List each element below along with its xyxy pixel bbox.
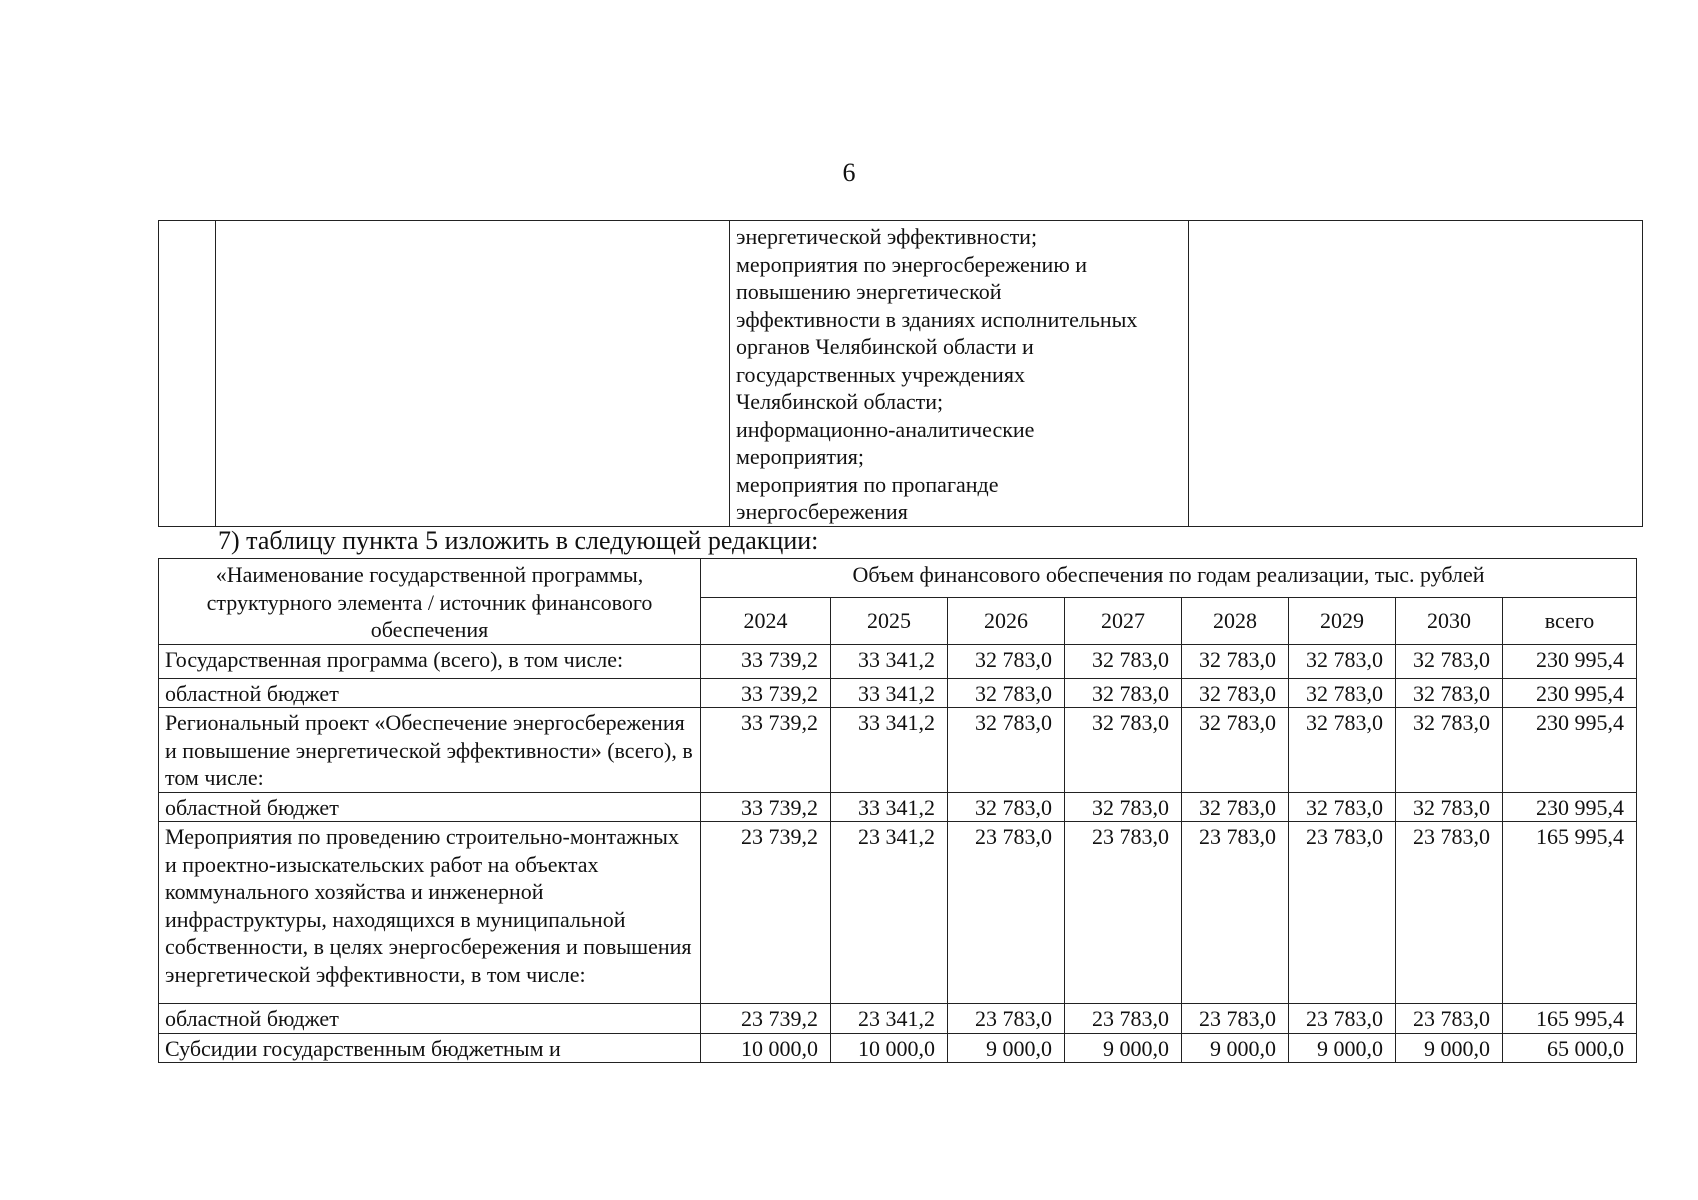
year-header: 2029 [1289,597,1396,644]
table-row [159,1004,1637,1034]
value-cell: 9 000,0 [1182,1033,1289,1063]
value-cell: 23 783,0 [1396,822,1503,1004]
value-cell: 10 000,0 [701,1033,831,1063]
continuation-table [158,220,1643,527]
value-cell: 23 739,2 [701,822,831,1004]
table-row [159,644,1637,678]
value-cell: 23 783,0 [1289,1004,1396,1034]
value-cell: 33 341,2 [831,708,948,793]
total-cell: 230 995,4 [1503,644,1637,678]
row-name-cell: областной бюджет [159,678,701,708]
measures-line: Челябинской области; [736,389,944,414]
value-cell: 32 783,0 [948,644,1065,678]
header-name-cell: «Наименование государственной программы, структурного элемента / источник финансового обеспечения [159,559,701,645]
value-cell: 33 739,2 [701,708,831,793]
total-header: всего [1503,597,1637,644]
value-cell: 23 341,2 [831,1004,948,1034]
year-header: 2026 [948,597,1065,644]
value-cell: 9 000,0 [1065,1033,1182,1063]
measures-line: информационно-аналитические [736,416,1035,442]
value-cell: 33 341,2 [831,644,948,678]
measures-line: мероприятия; [736,444,864,469]
row-name-cell: областной бюджет [159,792,701,822]
measures-text [730,221,1188,526]
total-cell: 165 995,4 [1503,1004,1637,1034]
measures-line: государственных учреждениях [736,361,1025,387]
year-header: 2024 [701,597,831,644]
value-cell: 32 783,0 [1289,792,1396,822]
total-cell: 165 995,4 [1503,822,1637,1004]
value-cell: 23 783,0 [1182,822,1289,1004]
measures-line: энергосбережения [736,499,908,524]
value-cell: 32 783,0 [1396,644,1503,678]
value-cell: 32 783,0 [1065,708,1182,793]
value-cell: 32 783,0 [1182,678,1289,708]
value-cell: 32 783,0 [1182,792,1289,822]
header-row-top [159,559,1637,598]
value-cell: 32 783,0 [1289,644,1396,678]
value-cell: 9 000,0 [1396,1033,1503,1063]
table-row [159,678,1637,708]
value-cell: 32 783,0 [1065,644,1182,678]
year-header: 2025 [831,597,948,644]
value-cell: 32 783,0 [1396,708,1503,793]
measures-line: энергетической эффективности; [736,224,1038,249]
measures-line: мероприятия по пропаганде [736,471,999,497]
value-cell: 23 783,0 [1396,1004,1503,1034]
year-header: 2027 [1065,597,1182,644]
value-cell: 9 000,0 [1289,1033,1396,1063]
value-cell: 32 783,0 [948,678,1065,708]
value-cell: 32 783,0 [1065,678,1182,708]
value-cell: 23 783,0 [1065,1004,1182,1034]
value-cell: 23 739,2 [701,1004,831,1034]
value-cell: 32 783,0 [1182,708,1289,793]
value-cell: 32 783,0 [948,708,1065,793]
value-cell: 33 739,2 [701,792,831,822]
measures-line: органов Челябинской области и [736,334,1034,359]
total-cell: 65 000,0 [1503,1033,1637,1063]
row-name-cell: областной бюджет [159,1004,701,1034]
empty-cell-name [216,221,730,527]
measures-line: повышению энергетической [736,279,1002,304]
total-cell: 230 995,4 [1503,792,1637,822]
table-row [159,1033,1637,1063]
table-row [159,822,1637,1004]
header-volume-cell: Объем финансового обеспечения по годам реализации, тыс. рублей [701,559,1637,598]
value-cell: 32 783,0 [1289,708,1396,793]
value-cell: 32 783,0 [1289,678,1396,708]
value-cell: 23 783,0 [1065,822,1182,1004]
value-cell: 33 341,2 [831,792,948,822]
value-cell: 9 000,0 [948,1033,1065,1063]
page-number: 6 [842,158,856,187]
row-name-cell: Государственная программа (всего), в том числе: [159,644,701,678]
value-cell: 33 739,2 [701,644,831,678]
measures-line: эффективности в зданиях исполнительных [736,306,1138,332]
value-cell: 23 783,0 [1182,1004,1289,1034]
value-cell: 10 000,0 [831,1033,948,1063]
measures-cell [730,221,1189,527]
value-cell: 33 739,2 [701,678,831,708]
row-name-cell: Субсидии государственным бюджетным и [159,1033,701,1063]
table-row [159,792,1637,822]
total-cell: 230 995,4 [1503,678,1637,708]
value-cell: 23 783,0 [1289,822,1396,1004]
value-cell: 23 783,0 [948,822,1065,1004]
value-cell: 32 783,0 [1065,792,1182,822]
year-header: 2028 [1182,597,1289,644]
empty-cell-right [1189,221,1643,527]
total-cell: 230 995,4 [1503,708,1637,793]
empty-cell-number [159,221,216,527]
financing-table [158,558,1637,1063]
value-cell: 32 783,0 [1396,678,1503,708]
value-cell: 33 341,2 [831,678,948,708]
row-name-cell: Региональный проект «Обеспечение энергосбережения и повышение энергетической эффективности» (всего), в том числе: [159,708,701,793]
year-header: 2030 [1396,597,1503,644]
table-row [159,708,1637,793]
value-cell: 23 341,2 [831,822,948,1004]
value-cell: 23 783,0 [948,1004,1065,1034]
measures-line: мероприятия по энергосбережению и [736,251,1088,277]
value-cell: 32 783,0 [1182,644,1289,678]
continuation-row [159,221,1643,527]
row-name-cell: Мероприятия по проведению строительно-монтажных и проектно-изыскательских работ на объектах коммунального хозяйства и инженерной инфраструктуры, находящихся в муниципальной собственности, в целях энергосбережения и повышения энергетической эффективности, в том числе: [159,822,701,1004]
value-cell: 32 783,0 [948,792,1065,822]
financing-table-body [159,644,1637,1063]
value-cell: 32 783,0 [1396,792,1503,822]
instruction-text: 7) таблицу пункта 5 изложить в следующей редакции: [218,526,819,555]
